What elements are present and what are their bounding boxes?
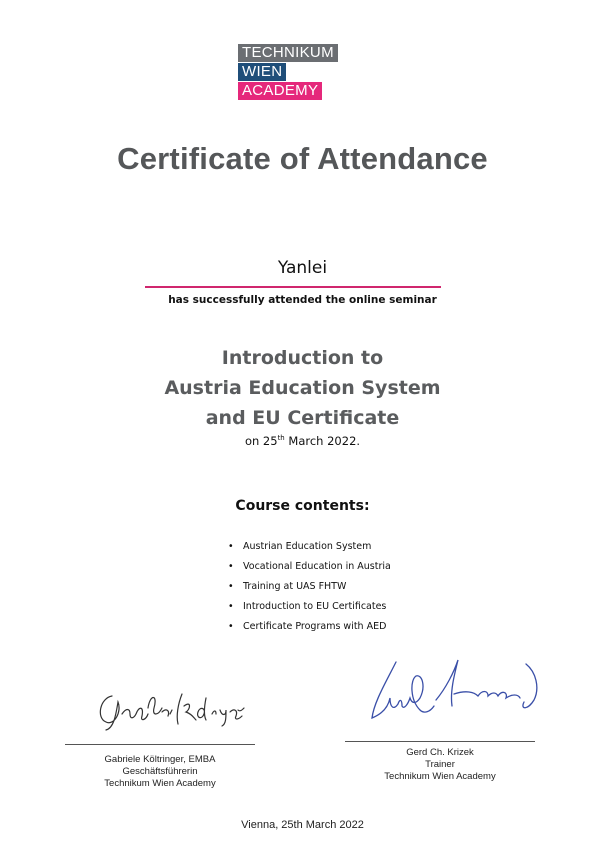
place-and-date: Vienna, 25th March 2022 xyxy=(241,819,364,831)
signatory-right-role: Trainer xyxy=(425,759,455,770)
seminar-title-line-1: Introduction to xyxy=(221,347,384,369)
list-item-text: Training at UAS FHTW xyxy=(243,581,347,592)
list-item xyxy=(228,620,391,640)
list-item xyxy=(228,580,391,600)
seminar-title-line-2: Austria Education System xyxy=(164,377,441,399)
recipient-name: Yanlei xyxy=(277,258,328,278)
technikum-wien-academy-logo xyxy=(238,44,366,101)
signatory-left-org: Technikum Wien Academy xyxy=(104,778,216,789)
signatory-left-name: Gabriele Költringer, EMBA xyxy=(104,754,216,765)
seminar-date xyxy=(0,434,605,448)
list-item xyxy=(228,600,391,620)
course-contents-list xyxy=(228,540,391,640)
signatory-right-org: Technikum Wien Academy xyxy=(384,771,496,782)
certificate-title: Certificate of Attendance xyxy=(117,141,488,176)
course-contents-heading: Course contents: xyxy=(235,498,370,514)
logo-line-wien: WIEN xyxy=(238,63,286,81)
logo-line-technikum: TECHNIKUM xyxy=(238,44,338,62)
seminar-title xyxy=(0,343,605,433)
list-item xyxy=(228,540,391,560)
attended-statement: has successfully attended the online seminar xyxy=(168,294,437,306)
signature-left-image xyxy=(92,684,252,734)
list-item-text: Austrian Education System xyxy=(243,541,372,552)
signatory-left-block xyxy=(60,754,260,790)
signatory-right-name: Gerd Ch. Krizek xyxy=(406,747,474,758)
signatory-left-role: Geschäftsführerin xyxy=(122,766,198,777)
list-item xyxy=(228,560,391,580)
date-rest: March 2022. xyxy=(284,434,361,448)
signatory-right-block xyxy=(335,747,545,783)
name-underline xyxy=(145,286,441,288)
list-item-text: Introduction to EU Certificates xyxy=(243,601,387,612)
signature-line-left xyxy=(65,744,255,745)
bullet-icon: • xyxy=(228,541,234,552)
bullet-icon: • xyxy=(228,561,234,572)
list-item-text: Vocational Education in Austria xyxy=(243,561,391,572)
list-item-text: Certificate Programs with AED xyxy=(243,621,387,632)
signature-right-image xyxy=(366,654,566,726)
bullet-icon: • xyxy=(228,581,234,592)
logo-line-academy: ACADEMY xyxy=(238,82,322,100)
date-prefix: on 25 xyxy=(244,434,278,448)
date-ordinal: th xyxy=(277,434,285,443)
bullet-icon: • xyxy=(228,601,234,612)
signature-line-right xyxy=(345,741,535,742)
bullet-icon: • xyxy=(228,621,234,632)
seminar-title-line-3: and EU Certificate xyxy=(205,407,400,429)
